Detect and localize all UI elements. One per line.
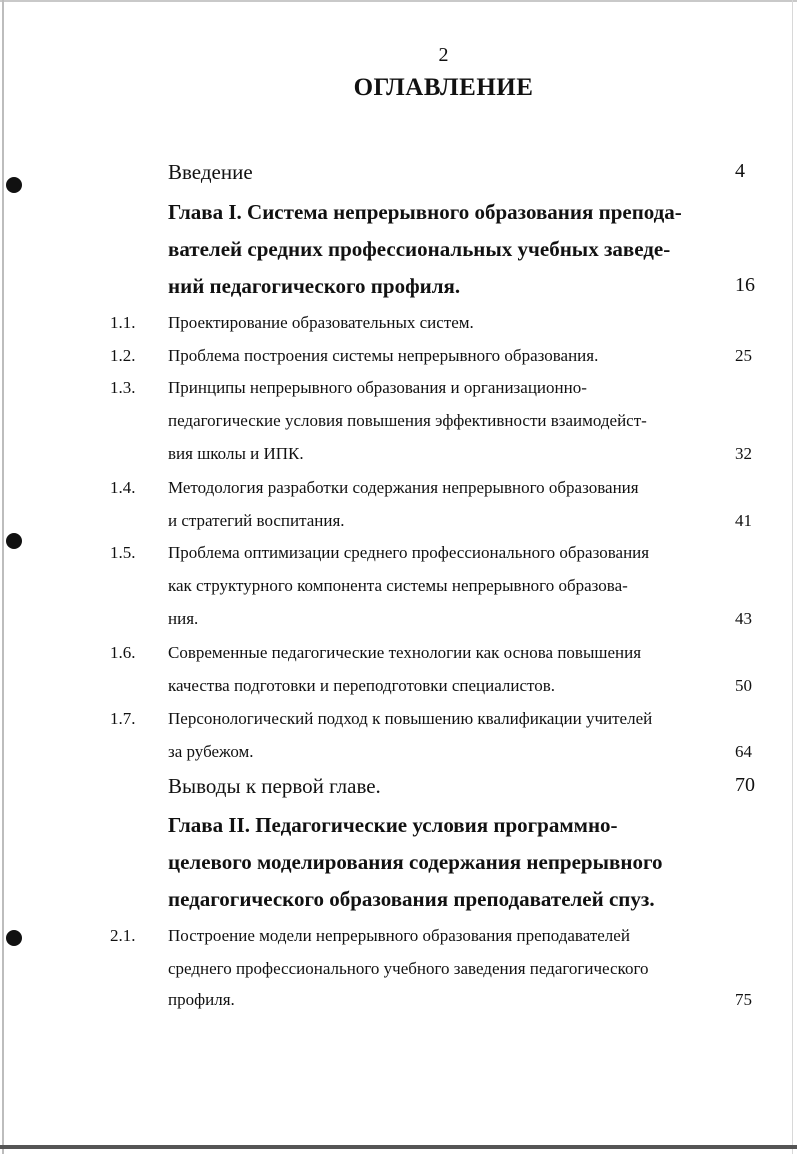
toc-entry-page: 70 [735,774,755,796]
toc-chapter-line: Глава I. Система непрерывного образования препода- [168,200,682,224]
toc-section-number: 1.1. [110,313,136,332]
toc-section-line: и стратегий воспитания. [168,511,345,530]
toc-chapter-line: вателей средних профессиональных учебных заведе- [168,237,671,261]
toc-section-line: Построение модели непрерывного образования преподавателей [168,926,630,945]
punch-hole-mark [6,533,22,549]
toc-entry-page: 25 [735,346,752,365]
toc-entry-label: Выводы к первой главе. [168,774,381,798]
toc-section-line: качества подготовки и переподготовки специалистов. [168,676,556,695]
toc-section-line: педагогические условия повышения эффективности взаимодейст- [168,411,647,430]
toc-entry-page: 75 [735,990,752,1009]
toc-chapter-line: целевого моделирования содержания непрерывного [168,850,663,874]
toc-section-line: Проблема построения системы непрерывного образования. [168,346,599,365]
toc-section-line: Проблема оптимизации среднего профессионального образования [168,543,650,562]
toc-entry-page: 16 [735,274,755,296]
page-edge-right [792,0,793,1154]
toc-section-line: как структурного компонента системы непрерывного образова- [168,576,628,595]
toc-entry-page: 32 [735,444,752,463]
toc-section-number: 1.3. [110,378,136,397]
toc-entry-page: 43 [735,609,752,628]
toc-section-number: 1.5. [110,543,136,562]
toc-entry-page: 41 [735,511,752,530]
punch-hole-mark [6,930,22,946]
toc-section-number: 1.6. [110,643,136,662]
toc-entry-page: 64 [735,742,752,761]
toc-entry-page: 50 [735,676,752,695]
toc-section-number: 2.1. [110,926,136,945]
toc-section-line: среднего профессионального учебного заведения педагогического [168,959,649,978]
toc-section-line: за рубежом. [168,742,254,761]
toc-entry-page: 4 [735,160,745,182]
page-number: 2 [438,44,449,66]
page-edge-top [0,0,797,2]
toc-section-number: 1.7. [110,709,136,728]
toc-section-line: Принципы непрерывного образования и организационно- [168,378,587,397]
toc-section-number: 1.2. [110,346,136,365]
toc-section-line: вия школы и ИПК. [168,444,304,463]
toc-section-line: ния. [168,609,199,628]
punch-hole-mark [6,177,22,193]
toc-section-line: профиля. [168,990,235,1009]
toc-entry-label: Введение [168,160,253,184]
page-title: ОГЛАВЛЕНИЕ [353,74,534,101]
page-edge-bottom [0,1145,797,1149]
toc-chapter-line: ний педагогического профиля. [168,274,461,298]
page-edge-left [2,0,4,1154]
toc-section-number: 1.4. [110,478,136,497]
toc-section-line: Методология разработки содержания непрерывного образования [168,478,639,497]
toc-chapter-line: педагогического образования преподавателей спуз. [168,887,655,911]
toc-chapter-line: Глава II. Педагогические условия программно- [168,813,618,837]
toc-section-line: Проектирование образовательных систем. [168,313,474,332]
toc-section-line: Современные педагогические технологии как основа повышения [168,643,642,662]
toc-section-line: Персонологический подход к повышению квалификации учителей [168,709,653,728]
